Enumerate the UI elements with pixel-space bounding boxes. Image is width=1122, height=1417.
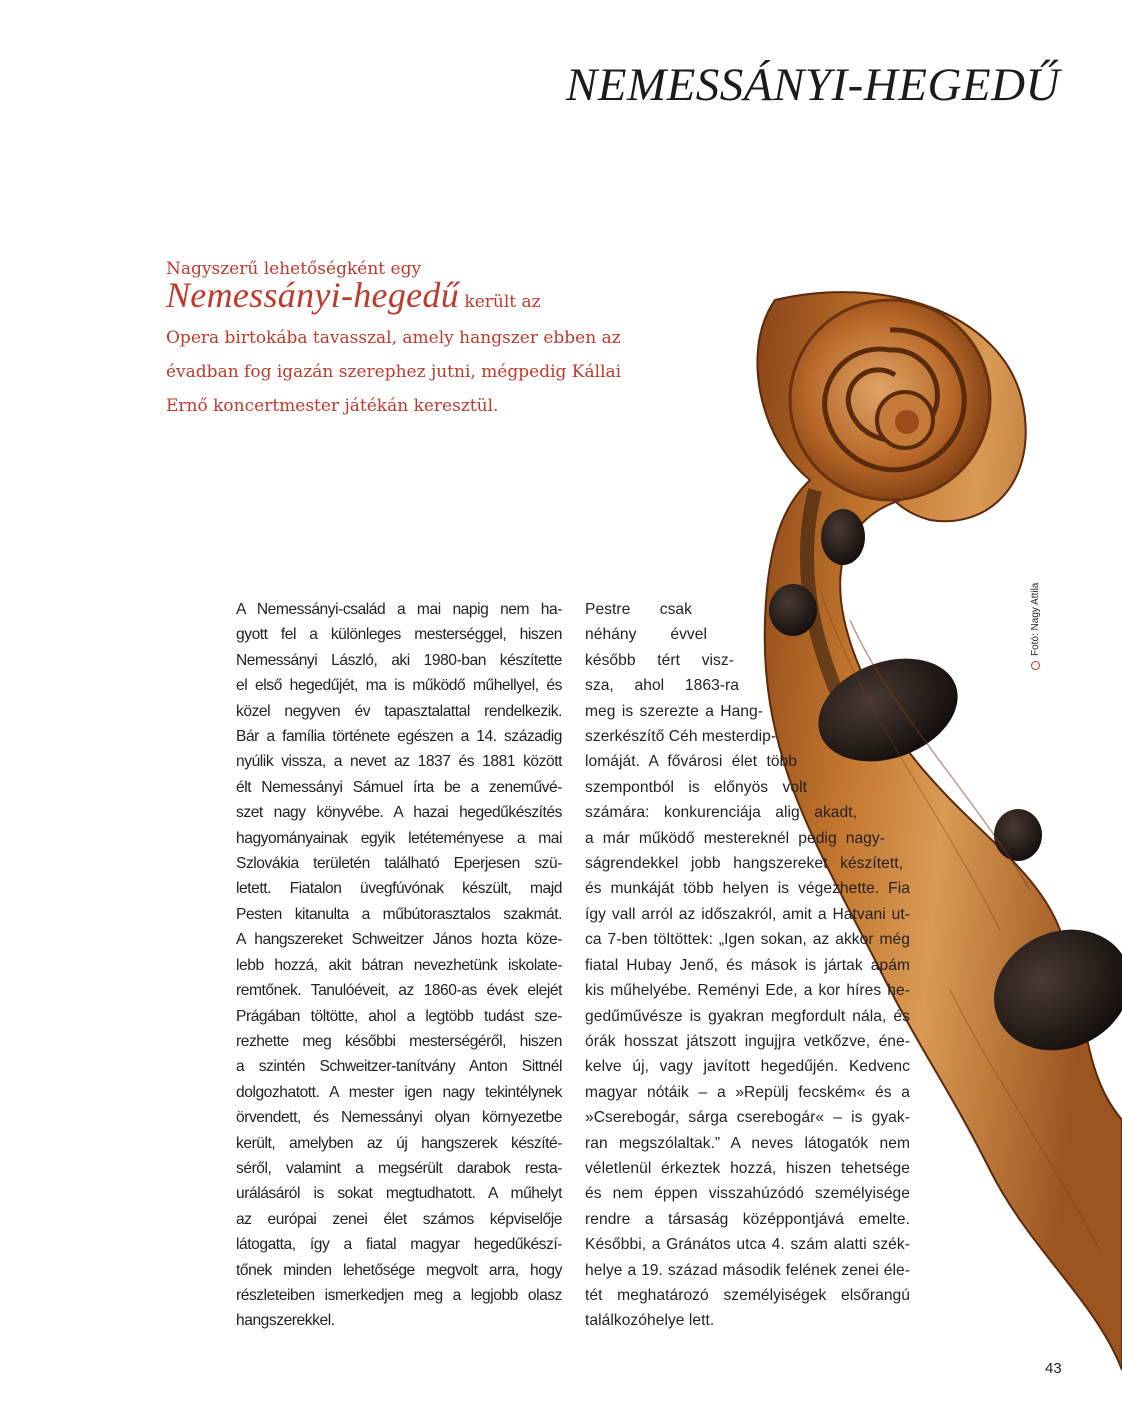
body-line: Prágában töltötte, ahol a legtöbb tudást sze- xyxy=(236,1007,562,1025)
body-column-2 xyxy=(585,597,910,1334)
body-line: rendre a társaság középpontjává emelte. xyxy=(585,1210,910,1228)
body-line: szempontból is előnyös volt xyxy=(585,778,807,796)
body-line: a szintén Schweitzer-tanítvány Anton Sittnél xyxy=(236,1058,562,1076)
body-line: lomáját. A fővárosi élet több xyxy=(585,753,797,771)
body-column-1 xyxy=(236,597,562,1334)
body-line: Nemessányi László, aki 1980-ban készítette xyxy=(236,651,562,669)
photo-credit-text: Fotó: Nagy Attila xyxy=(1030,582,1041,656)
body-line: letett. Fiatalon üvegfúvónak készült, majd xyxy=(236,880,562,898)
lead-paragraph xyxy=(166,258,686,423)
lead-after-highlight: került az xyxy=(459,292,541,312)
body-line: helye a 19. század második felének zenei éle- xyxy=(585,1261,910,1279)
body-line: Későbbi, a Gránátos utca 4. szám alatti szék- xyxy=(585,1236,910,1254)
body-line: szerkészítő Céh mesterdip- xyxy=(585,728,777,746)
lead-line-5: Ernő koncertmester játékán keresztül. xyxy=(166,396,499,416)
body-line: remtőnek. Tanulóéveit, az 1860-as évek elejét xyxy=(236,982,562,1000)
body-line: tét meghatározó személyiségek elsőrangú xyxy=(585,1286,910,1304)
body-line: ságrendekkel jobb hangszereket készített, xyxy=(585,855,903,873)
body-line: ca 7-ben töltöttek: „Igen sokan, az akkor még xyxy=(585,931,910,949)
body-line: így vall arról az időszakról, amit a Hatvani ut- xyxy=(585,905,910,923)
body-line: élt Nemessányi Sámuel írta be a zeneművé- xyxy=(236,778,562,796)
body-line: A Nemessányi-család a mai napig nem ha- xyxy=(236,601,562,618)
body-line: és munkáját több helyen is végezhette. Fia xyxy=(585,880,910,898)
body-line: kis műhelyébe. Reményi Ede, a kor híres he- xyxy=(585,982,910,1000)
body-line: nyúlik vissza, a nevet az 1837 és 1881 között xyxy=(236,753,562,771)
page-title: NEMESSÁNYI-HEGEDŰ xyxy=(565,59,1060,111)
body-line: szet nagy könyvébe. A hazai hegedűkészítés xyxy=(236,804,562,822)
body-line: találkozóhelye lett. xyxy=(585,1312,715,1330)
body-line: el első hegedűjét, ma is működő műhellyel, és xyxy=(236,677,562,695)
body-line: közel negyven év tapasztalattal rendelkezik. xyxy=(236,702,562,720)
body-line: néhány évvel xyxy=(585,626,707,644)
body-line: lebb hozzá, akit bátran nevezhetünk iskolate- xyxy=(236,956,562,974)
body-line: urálásáról is sokat megtudhatott. A műhelyt xyxy=(236,1185,562,1203)
body-line: került, amelyben az új hangszerek készíté- xyxy=(236,1134,562,1152)
lead-line-1: Nagyszerű lehetőségként egy xyxy=(166,259,422,279)
body-line: meg is szerezte a Hang- xyxy=(585,702,763,720)
body-line: tőnek minden lehetősége megvolt arra, hogy xyxy=(236,1261,562,1279)
body-line: ran megszólaltak.” A neves látogatók nem xyxy=(585,1134,910,1152)
body-line: számára: konkurenciája alig akadt, xyxy=(585,804,857,822)
body-line: »Cserebogár, sárga cserebogár« – is gyak- xyxy=(585,1109,910,1127)
body-line: séről, valamint a megsérült darabok resta- xyxy=(236,1159,562,1177)
body-line: dolgozhatott. A mester igen nagy tekintélynek xyxy=(236,1083,562,1101)
page-number: 43 xyxy=(1045,1360,1062,1377)
credit-marker-icon xyxy=(1031,661,1040,670)
body-line: rezhette meg későbbi mesterségéről, hiszen xyxy=(236,1032,562,1050)
body-line: részleteiben ismerkedjen meg a legjobb olasz xyxy=(236,1286,562,1304)
body-line: hangszerekkel. xyxy=(236,1312,335,1330)
body-line: az európai zenei élet számos képviselője xyxy=(236,1210,562,1228)
body-line: Szlovákia területén található Eperjesen szü- xyxy=(236,855,562,873)
body-line: hagyományainak egyik letéteményese a mai xyxy=(236,829,562,847)
lead-line-3: Opera birtokába tavasszal, amely hangszer ebben az xyxy=(166,328,621,348)
lead-line-4: évadban fog igazán szerephez jutni, mégpedig Kállai xyxy=(166,362,622,382)
body-line: később tért visz- xyxy=(585,651,734,669)
body-line: fiatal Hubay Jenő, és mások is jártak apám xyxy=(585,956,910,974)
body-line: gyott fel a különleges mesterséggel, hiszen xyxy=(236,626,562,644)
body-line: A hangszereket Schweitzer János hozta köze- xyxy=(236,931,562,949)
lead-line-2 xyxy=(166,275,686,321)
lead-highlight: Nemessányi-hegedű xyxy=(166,275,460,315)
body-line: gedűművésze is gyakran megfordult nála, és xyxy=(585,1007,910,1025)
body-line: örvendett, és Nemessányi olyan környezetbe xyxy=(236,1109,562,1127)
body-line: és nem éppen visszahúzódó személyisége xyxy=(585,1185,910,1203)
body-line: a már működő mestereknél pedig nagy- xyxy=(585,829,885,847)
body-line: Pesten kitanulta a műbútorasztalos szakmát. xyxy=(236,905,562,923)
body-line: Pestre csak xyxy=(585,601,692,618)
body-line: véletlenül érkeztek hozzá, hiszen tehetsége xyxy=(585,1159,910,1177)
body-line: sza, ahol 1863-ra xyxy=(585,677,739,695)
body-line: kelve új, vagy javított hegedűjén. Kedvenc xyxy=(585,1058,910,1076)
body-line: látogatta, így a fiatal magyar hegedűkészí- xyxy=(236,1236,562,1254)
body-line: órák hosszat játszott ingujjra vetkőzve, éne- xyxy=(585,1032,910,1050)
body-line: magyar nótáik – a »Repülj fecském« és a xyxy=(585,1083,910,1101)
body-line: Bár a família története egészen a 14. századig xyxy=(236,728,562,746)
photo-credit xyxy=(1030,583,1041,670)
